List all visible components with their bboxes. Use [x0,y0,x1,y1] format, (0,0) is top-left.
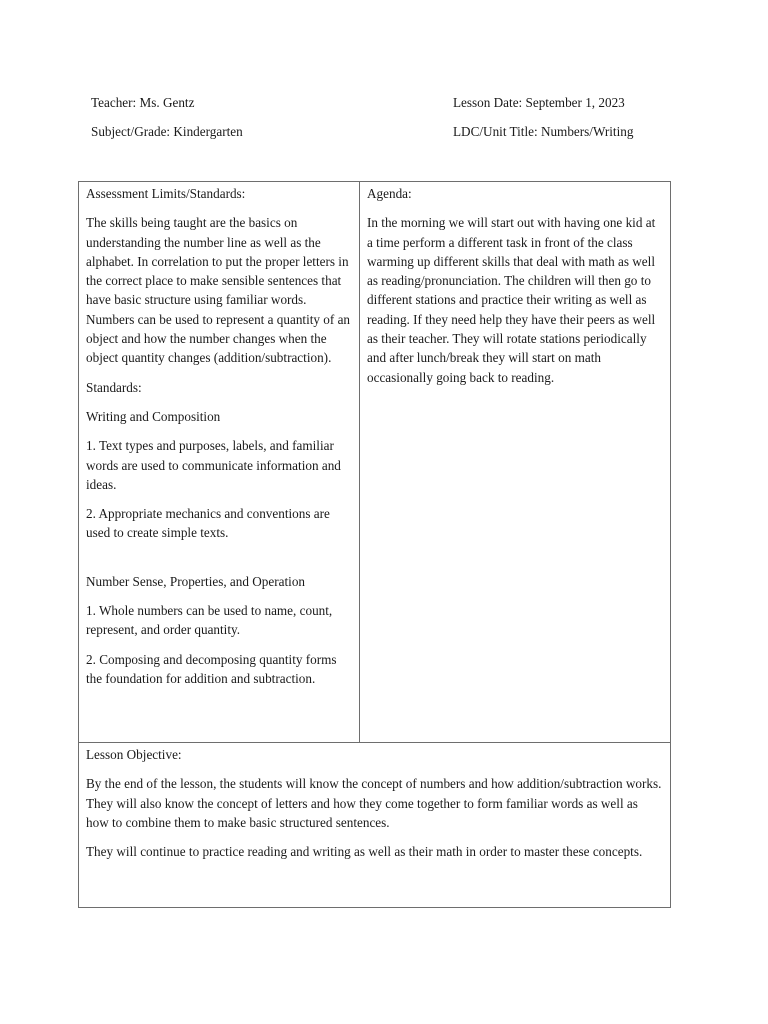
assessment-title: Assessment Limits/Standards: [86,186,246,201]
assessment-cell [79,182,360,743]
bottom-row [79,743,671,908]
objective-paragraph-2: They will continue to practice reading and writing as well as their math in order to master these concepts. [86,844,643,860]
assessment-intro: The skills being taught are the basics on understanding the number line as well as the alphabet. In correlation to put the proper letters in the correct place to make sensible sentences that have basic structure using familiar words. Numbers can be used to represent a quantity of an object and how the number changes when the object quantity changes (addition/subtraction). [86,215,351,366]
agenda-cell [360,182,671,743]
agenda-title: Agenda: [367,186,412,201]
writing-heading: Writing and Composition [86,408,221,424]
spacer [86,553,352,572]
unit-title: LDC/Unit Title: Numbers/Writing [453,124,634,139]
standards-label: Standards: [86,379,142,395]
number-standard-1: 1. Whole numbers can be used to name, count, represent, and order quantity. [86,603,333,638]
objective-cell [79,743,671,908]
number-standard-2: 2. Composing and decomposing quantity forms the foundation for addition and subtraction. [86,651,337,686]
teacher-name: Teacher: Ms. Gentz [91,95,195,110]
subject-grade: Subject/Grade: Kindergarten [91,124,243,139]
lesson-date: Lesson Date: September 1, 2023 [453,95,625,110]
lesson-plan-table [78,181,671,908]
objective-paragraph-1: By the end of the lesson, the students will know the concept of numbers and how addition/subtraction works. They will also know the concept of letters and how they come together to form familiar words as well as how to combine them to make basic structured sentences. [86,776,662,830]
top-row [79,182,671,743]
objective-title: Lesson Objective: [86,747,182,762]
agenda-text: In the morning we will start out with having one kid at a time perform a different task in front of the class warming up different skills that deal with math as well as reading/pronunciation. The children will then go to different stations and practice their writing as well as reading. If they need help they have their peers as well as their teacher. They will rotate stations periodically and after lunch/break they will start on math occasionally going back to reading. [367,215,656,385]
writing-standard-2: 2. Appropriate mechanics and conventions are used to create simple texts. [86,506,330,541]
number-heading: Number Sense, Properties, and Operation [86,573,306,589]
writing-standard-1: 1. Text types and purposes, labels, and familiar words are used to communicate information and ideas. [86,438,341,492]
